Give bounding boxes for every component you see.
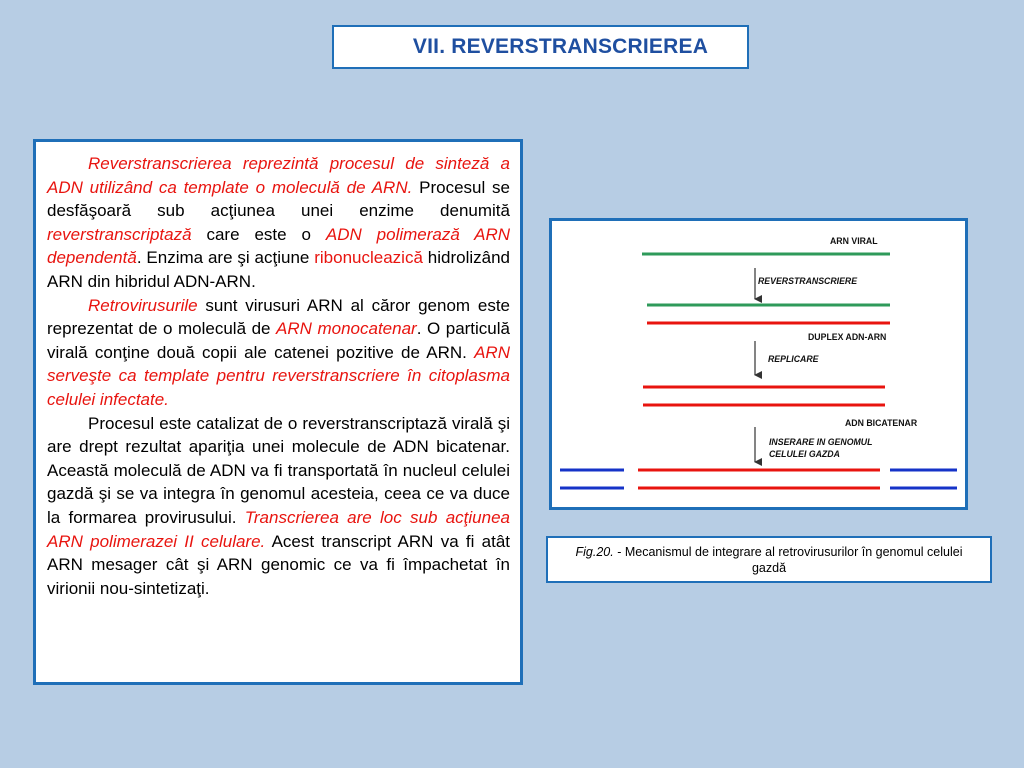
caption-fig-label: Fig.20. bbox=[575, 544, 614, 559]
label-reverstranscriere: REVERSTRANSCRIERE bbox=[758, 276, 858, 287]
retrovirus-term: Retrovirusurile bbox=[88, 295, 198, 315]
text-run: care este o bbox=[191, 224, 326, 244]
text-run: Procesul se desfăşoară sub acţiunea unei enzime denumită bbox=[47, 177, 510, 221]
paragraph-2 bbox=[47, 294, 510, 412]
title-box bbox=[332, 25, 749, 69]
text-run: Procesul este catalizat de o reverstranscriptază virală şi are drept rezultat apariţia unei molecule de ADN bicatenar. Această moleculă de ADN va fi transportată în nucleul celulei gazdă şi se va integra în genomul acesteia, ceea ce va duce la formarea provirusului. bbox=[47, 413, 510, 527]
label-replicare: REPLICARE bbox=[768, 354, 819, 365]
ribonuclease-term: ribonucleazică bbox=[314, 248, 423, 268]
diagram-svg bbox=[552, 221, 965, 507]
text-run: . O particulă virală conţine două copii ale catenei pozitive de ARN. bbox=[47, 319, 510, 362]
paragraph-1 bbox=[47, 152, 510, 294]
text-run: hidrolizând ARN din hibridul ADN-ARN. bbox=[47, 248, 510, 291]
text-run: sunt virusuri ARN al căror genom este reprezentat de o moleculă de bbox=[47, 295, 510, 339]
enzyme-name: reverstranscriptază bbox=[47, 224, 192, 244]
label-arn-viral: ARN VIRAL bbox=[830, 236, 878, 247]
template-note: ARN serveşte ca template pentru reverstranscriere în citoplasma celulei infectate. bbox=[47, 342, 510, 409]
figure-caption bbox=[546, 536, 992, 583]
text-run: Acest transcript ARN va fi atât ARN mesager cât şi ARN genomic ce va fi împachetat în virionii nou-sintetizaţi. bbox=[47, 531, 510, 598]
text-run: . Enzima are şi acţiune bbox=[136, 248, 315, 268]
definition-text: Reverstranscrierea reprezintă procesul de sinteză a ADN utilizând ca template o moleculă de ARN. bbox=[47, 154, 510, 197]
text-panel bbox=[33, 139, 523, 685]
enzyme-type: ADN polimerază ARN dependentă bbox=[47, 224, 510, 268]
caption-description: - Mecanismul de integrare al retrovirusurilor în genomul celulei gazdă bbox=[613, 544, 963, 575]
arn-monocatenar-term: ARN monocatenar bbox=[276, 319, 417, 339]
page-title: VII. REVERSTRANSCRIEREA bbox=[412, 35, 709, 58]
label-inserare: INSERARE IN GENOMUL CELULEI GAZDA bbox=[769, 437, 873, 460]
paragraph-3 bbox=[47, 412, 510, 601]
label-adn-bicatenar: ADN BICATENAR bbox=[845, 418, 918, 429]
label-duplex: DUPLEX ADN-ARN bbox=[808, 332, 887, 343]
diagram-figure bbox=[549, 218, 968, 510]
caption-text bbox=[562, 544, 976, 576]
transcription-note: Transcrierea are loc sub acţiunea ARN polimerazei II celulare. bbox=[47, 507, 510, 551]
